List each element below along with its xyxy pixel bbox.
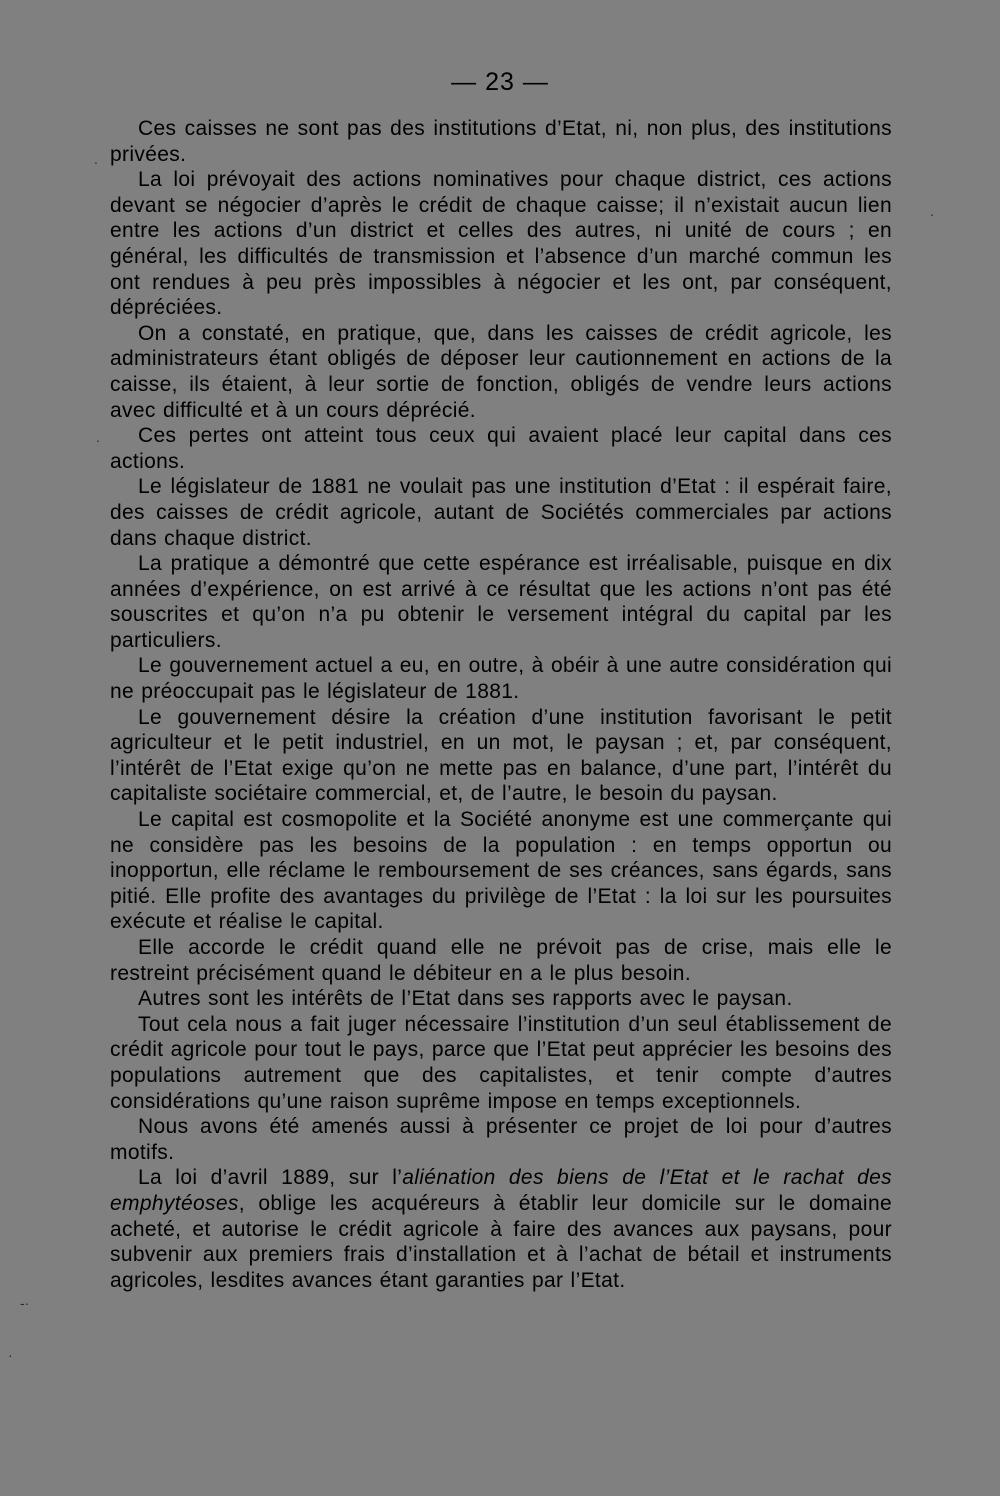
- paragraph-6: La pratique a démontré que cette espérance est irréalisable, puisque en dix années d’expérience, on est arrivé à ce résultat que les actions n’ont pas été souscrites et qu’on n’a pu obtenir le versement intégral du capital par les particuliers.: [110, 552, 892, 652]
- body-text: [110, 116, 892, 1293]
- paragraph-1: Ces caisses ne sont pas des institutions d’Etat, ni, non plus, des institutions privées.: [110, 117, 892, 166]
- paragraph-4: Ces pertes ont atteint tous ceux qui avaient placé leur capital dans ces actions.: [110, 424, 892, 473]
- paragraph-2: La loi prévoyait des actions nominatives pour chaque district, ces actions devant se négocier d’après le crédit de chaque caisse; il n’existait aucun lien entre les actions d’un district et celles des autres, ni unité de cours ; en général, les difficultés de transmission et l’absence d’un marché commun les ont rendues à peu près impossibles à négocier et les ont, par conséquent, dépréciées.: [110, 168, 892, 320]
- paragraph-8: Le gouvernement désire la création d’une institution favorisant le petit agriculteur et le petit industriel, en un mot, le paysan ; et, par conséquent, l’intérêt de l’Etat exige qu’on ne mette pas en balance, d’une part, l’intérêt du capitaliste sociétaire commercial, et, de l’autre, le besoin du paysan.: [110, 705, 892, 806]
- page-number: — 23 —: [451, 68, 549, 96]
- scan-speck: ·: [8, 1347, 13, 1363]
- paragraph-5: Le législateur de 1881 ne voulait pas une institution d’Etat : il espérait faire, des caisses de crédit agricole, autant de Sociétés commerciales par actions dans chaque district.: [110, 475, 892, 550]
- paragraph-9: Le capital est cosmopolite et la Société anonyme est une commerçante qui ne considère pas les besoins de la population : en temps opportun ou inopportun, elle réclame le remboursement de ses créances, sans égards, sans pitié. Elle profite des avantages du privilège de l’Etat : la loi sur les poursuites exécute et réalise le capital.: [110, 808, 892, 934]
- scan-speck: .: [94, 151, 98, 167]
- paragraph-12: Tout cela nous a fait juger nécessaire l’institution d’un seul établissement de crédit agricole pour tout le pays, parce que l’Etat peut apprécier les besoins des populations autrement que des capitalistes, et tenir compte d’autres considérations qu’une raison suprême impose en temps exceptionnels.: [110, 1012, 892, 1113]
- scan-speck: -·: [20, 1295, 30, 1311]
- scan-speck: .: [96, 429, 100, 445]
- paragraph-3: On a constaté, en pratique, que, dans les caisses de crédit agricole, les administrateurs étant obligés de déposer leur cautionnement en actions de la caisse, ils étaient, à leur sortie de fonction, obligés de vendre leurs actions avec difficulté et à un cours déprécié.: [110, 321, 892, 422]
- paragraph-13: Nous avons été amenés aussi à présenter ce projet de loi pour d’autres motifs.: [110, 1115, 892, 1164]
- paragraph-14-text-after: , oblige les acquéreurs à établir leur domicile sur le domaine acheté, et autorise le crédit agricole à faire des avances aux paysans, pour subvenir aux premiers frais d’installation et à l’achat de bétail et instruments agricoles, lesdites avances étant garanties par l’Etat.: [110, 1191, 892, 1292]
- paragraph-7: Le gouvernement actuel a eu, en outre, à obéir à une autre considération qui ne préoccupait pas le législateur de 1881.: [110, 654, 892, 704]
- paragraph-14: [110, 1165, 892, 1293]
- paragraph-14-italic-title: aliénation des biens de l’Etat et le rachat des emphytéoses: [110, 1166, 892, 1215]
- paragraph-11: Autres sont les intérêts de l’Etat dans ses rapports avec le paysan.: [138, 987, 793, 1011]
- scan-speck: .: [930, 203, 934, 219]
- paragraph-10: Elle accorde le crédit quand elle ne prévoit pas de crise, mais elle le restreint précisément quand le débiteur en a le plus besoin.: [110, 936, 892, 985]
- paragraph-14-text-before: La loi d’avril 1889, sur l’: [138, 1166, 403, 1190]
